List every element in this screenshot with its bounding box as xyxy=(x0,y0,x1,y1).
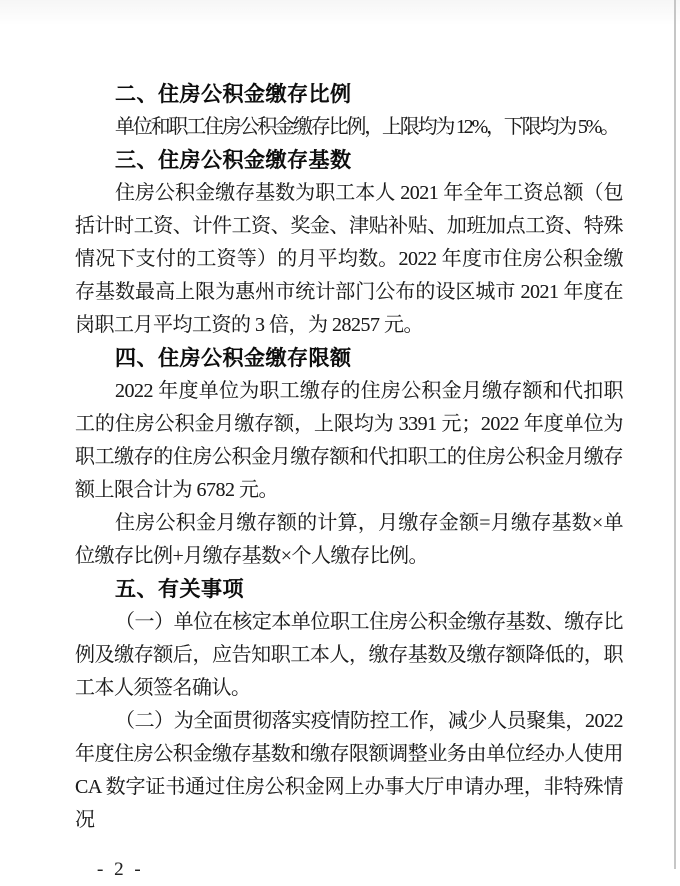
document-content xyxy=(75,78,623,886)
page-number: - 2 - xyxy=(97,859,144,880)
paragraph: （一）单位在核定本单位职工住房公积金缴存基数、缴存比例及缴存额后，应告知职工本人，缴存基数及缴存额降低的，职工本人须签名确认。 xyxy=(75,611,623,699)
paragraph: 单位和职工住房公积金缴存比例，上限均为 12%，下限均为 5%。 xyxy=(115,116,618,138)
paragraph: 住房公积金缴存基数为职工本人 2021 年全年工资总额（包括计时工资、计件工资、奖金、津贴补贴、加班加点工资、特殊情况下支付的工资等）的月平均数。2022 年度市住房公积金缴存基数最高上限为惠州市统计部门公布的设区城市 2021 年度在岗职工月平均工资的 3 倍，为 28257 元。 xyxy=(75,182,623,336)
scan-artifact-line xyxy=(674,0,676,869)
section-heading-3: 三、住房公积金缴存基数 xyxy=(115,149,352,172)
paragraph: 2022 年度单位为职工缴存的住房公积金月缴存额和代扣职工的住房公积金月缴存额，上限均为 3391 元；2022 年度单位为职工缴存的住房公积金月缴存额和代扣职工的住房公积金月缴存额上限合计为 6782 元。 xyxy=(75,380,623,501)
section-heading-5: 五、有关事项 xyxy=(115,578,244,601)
paragraph: 住房公积金月缴存额的计算，月缴存金额=月缴存基数×单位缴存比例+月缴存基数×个人缴存比例。 xyxy=(75,512,623,567)
section-heading-2: 二、住房公积金缴存比例 xyxy=(115,83,352,106)
scan-shading-top xyxy=(0,0,680,26)
section-heading-4: 四、住房公积金缴存限额 xyxy=(115,347,352,370)
paragraph: （二）为全面贯彻落实疫情防控工作，减少人员聚集，2022 年度住房公积金缴存基数和缴存限额调整业务由单位经办人使用 CA 数字证书通过住房公积金网上办事大厅申请办理，非特殊情况 xyxy=(75,710,623,831)
